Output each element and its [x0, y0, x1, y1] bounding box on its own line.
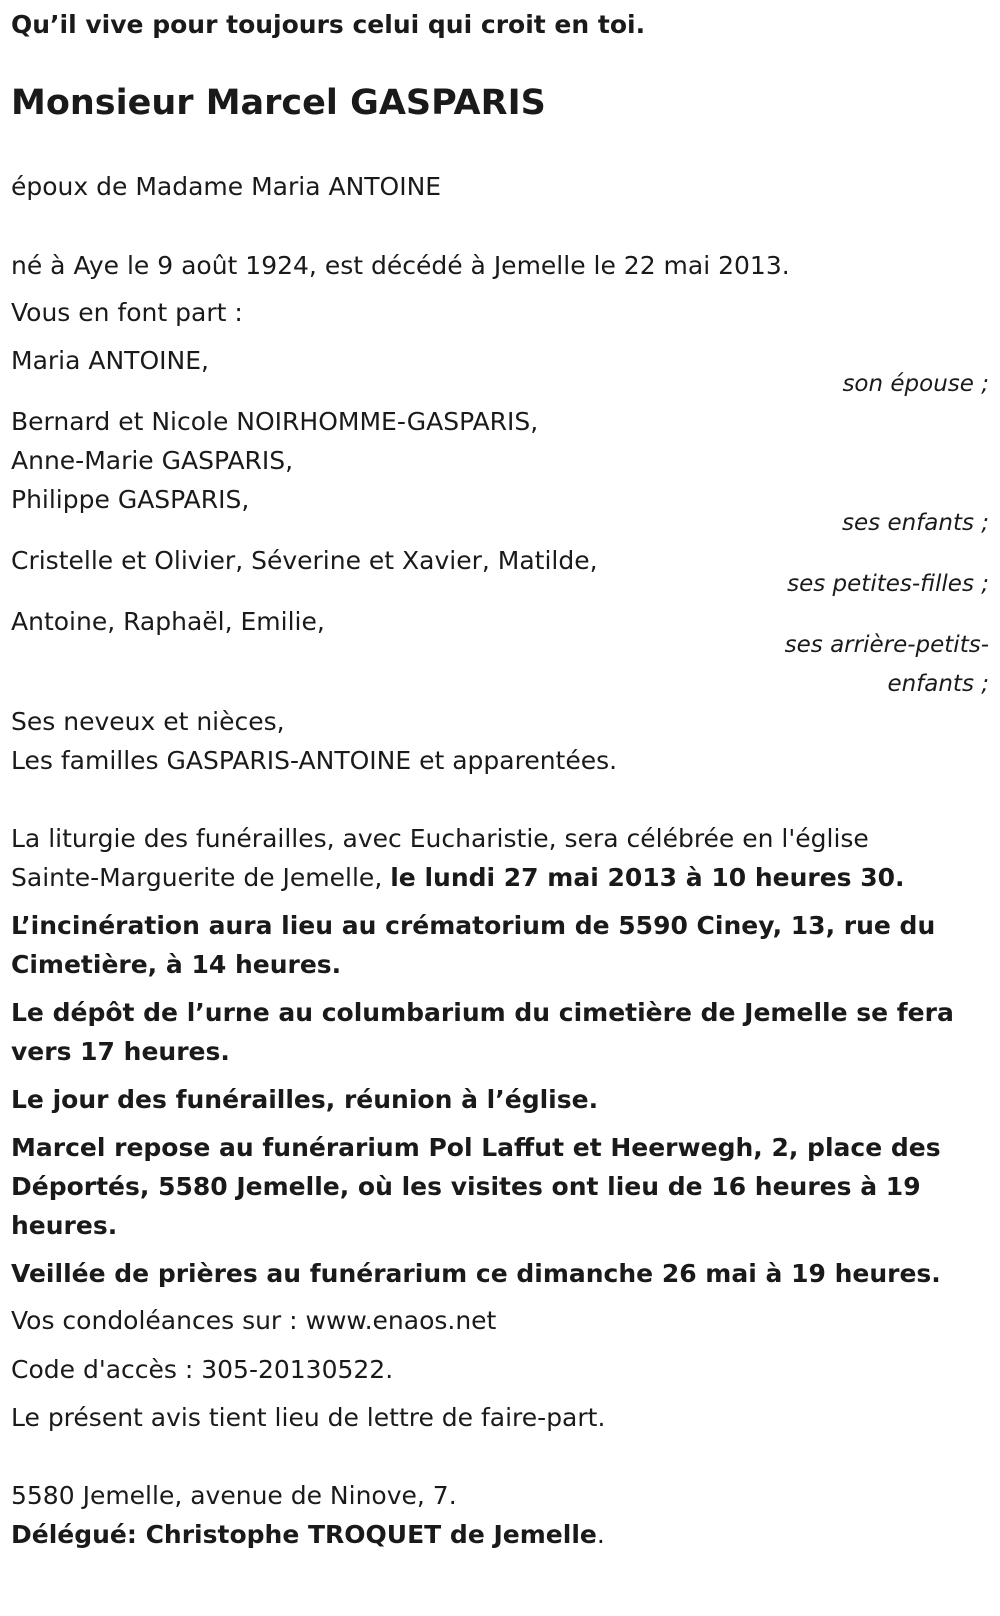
other-relatives: Les familles GASPARIS-ANTOINE et apparentées.: [11, 746, 618, 775]
granddaughters-role: ses petites-filles ;: [787, 571, 989, 597]
repose-text: Marcel repose au funérarium Pol Laffut et Heerwegh, 2, place des: [11, 1133, 941, 1162]
spouse-role: son épouse ;: [842, 371, 989, 397]
urn-text: Le dépôt de l’urne au columbarium du cimetière de Jemelle se fera: [11, 998, 954, 1027]
child-name: Philippe GASPARIS,: [11, 485, 250, 514]
cremation-text: L’incinération aura lieu au crématorium de 5590 Ciney, 13, rue du: [11, 911, 936, 940]
liturgy-text: La liturgie des funérailles, avec Eucharistie, sera célébrée en l'église: [11, 824, 869, 853]
address: 5580 Jemelle, avenue de Ninove, 7.: [11, 1481, 457, 1510]
delegate-end: .: [596, 1520, 605, 1549]
access-code: Code d'accès : 305-20130522.: [11, 1355, 394, 1384]
liturgy-text: [11, 863, 905, 893]
deceased-name: Monsieur Marcel GASPARIS: [11, 83, 546, 123]
meeting-text: Le jour des funérailles, réunion à l’église.: [11, 1085, 599, 1114]
other-relatives: Ses neveux et nièces,: [11, 707, 285, 736]
announcers-intro: Vous en font part :: [11, 298, 243, 327]
child-name: Anne-Marie GASPARIS,: [11, 446, 294, 475]
motto: Qu’il vive pour toujours celui qui croit en toi.: [11, 10, 646, 39]
condolences-text: Vos condoléances sur : www.enaos.net: [11, 1306, 497, 1335]
liturgy-place: Sainte-Marguerite de Jemelle,: [11, 863, 383, 892]
great-grandchildren-names: Antoine, Raphaël, Emilie,: [11, 607, 325, 636]
great-grandchildren-role: enfants ;: [887, 671, 989, 697]
spouse-name: Maria ANTOINE,: [11, 346, 209, 375]
urn-text: vers 17 heures.: [11, 1037, 230, 1066]
granddaughters-names: Cristelle et Olivier, Séverine et Xavier, Matilde,: [11, 546, 598, 575]
children-role: ses enfants ;: [842, 510, 989, 536]
cremation-text: Cimetière, à 14 heures.: [11, 950, 342, 979]
vigil-text: Veillée de prières au funérarium ce dimanche 26 mai à 19 heures.: [11, 1259, 941, 1288]
delegate: [11, 1520, 605, 1550]
birth-death: né à Aye le 9 août 1924, est décédé à Jemelle le 22 mai 2013.: [11, 251, 790, 280]
delegate-label: Délégué: Christophe TROQUET de Jemelle: [11, 1520, 597, 1549]
child-name: Bernard et Nicole NOIRHOMME-GASPARIS,: [11, 407, 539, 436]
liturgy-date: le lundi 27 mai 2013 à 10 heures 30.: [390, 863, 905, 892]
notice-text: Le présent avis tient lieu de lettre de faire-part.: [11, 1403, 606, 1432]
spouse-of: époux de Madame Maria ANTOINE: [11, 172, 442, 201]
repose-text: heures.: [11, 1211, 118, 1240]
great-grandchildren-role: ses arrière-petits-: [784, 632, 989, 658]
repose-text: Déportés, 5580 Jemelle, où les visites ont lieu de 16 heures à 19: [11, 1172, 921, 1201]
